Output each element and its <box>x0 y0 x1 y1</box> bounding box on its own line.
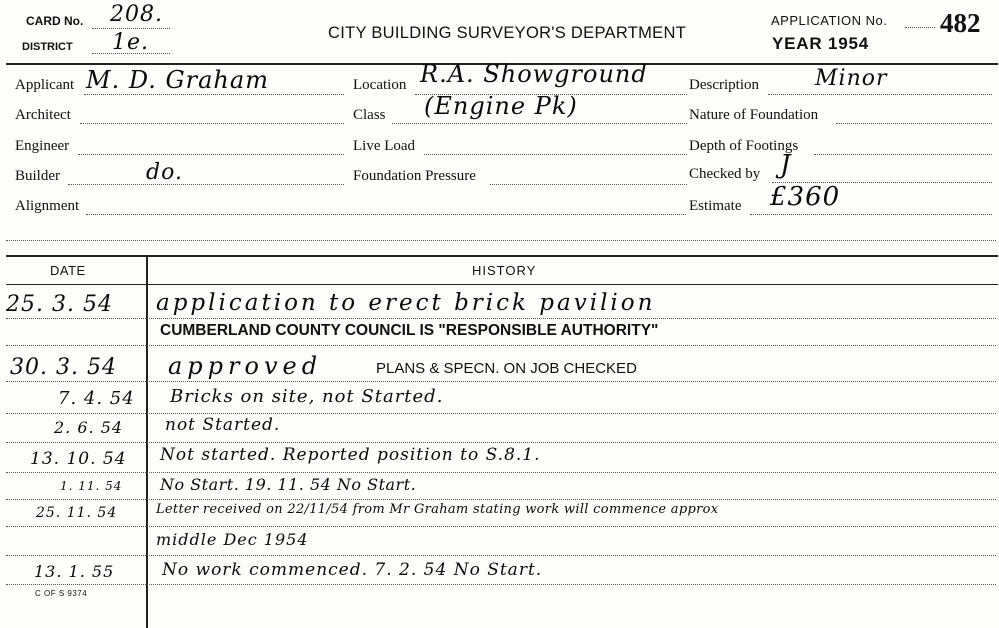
applicant-value: M. D. Graham <box>86 66 269 94</box>
alignment-label: Alignment <box>15 198 80 214</box>
history-date: 13. 10. 54 <box>30 449 127 469</box>
location-label: Location <box>353 77 407 93</box>
history-date: 13. 1. 55 <box>34 562 115 581</box>
builder-value: do. <box>146 160 183 185</box>
history-entry: approved <box>168 352 323 380</box>
applicant-label: Applicant <box>15 77 75 93</box>
checked-by-value: J <box>780 150 792 180</box>
history-entry: No work commenced. 7. 2. 54 No Start. <box>162 560 543 580</box>
card-no-label: CARD No. <box>26 14 84 28</box>
application-no-label: APPLICATION No. <box>771 13 888 28</box>
class-value: (Engine Pk) <box>424 92 578 120</box>
class-label: Class <box>353 107 386 123</box>
history-date: 25. 11. 54 <box>36 505 118 521</box>
history-entry: CUMBERLAND COUNTY COUNCIL IS "RESPONSIBLE AUTHORITY" <box>160 322 659 339</box>
checked-by-label: Checked by <box>689 166 761 182</box>
history-entry: No Start. 19. 11. 54 No Start. <box>160 475 417 494</box>
estimate-value: £360 <box>770 182 841 212</box>
nature-of-foundation-label: Nature of Foundation <box>689 107 819 123</box>
year-label: YEAR 1954 <box>772 34 869 53</box>
application-no-value: 482 <box>940 8 981 38</box>
history-date: 2. 6. 54 <box>54 418 124 437</box>
live-load-label: Live Load <box>353 138 416 154</box>
description-label: Description <box>689 77 759 93</box>
history-date: 7. 4. 54 <box>58 388 135 409</box>
department-title: CITY BUILDING SURVEYOR'S DEPARTMENT <box>328 24 687 42</box>
card-no-value: 208. <box>110 2 163 27</box>
history-entry: Not started. Reported position to S.8.1. <box>160 445 541 465</box>
history-entry: middle Dec 1954 <box>156 530 309 549</box>
form-code: C OF S 9374 <box>35 589 88 598</box>
history-date: 30. 3. 54 <box>10 355 117 380</box>
engineer-label: Engineer <box>15 138 70 154</box>
depth-of-footings-label: Depth of Footings <box>689 138 799 154</box>
history-date: 1. 11. 54 <box>60 479 123 493</box>
architect-label: Architect <box>15 107 71 123</box>
history-column-header: HISTORY <box>472 263 537 278</box>
history-stamp: PLANS & SPECN. ON JOB CHECKED <box>376 360 637 377</box>
history-date: 25. 3. 54 <box>6 292 113 317</box>
history-entry: Bricks on site, not Started. <box>170 386 444 407</box>
district-value: 1e. <box>112 30 150 55</box>
history-entry: Letter received on 22/11/54 from Mr Graham stating work will commence approx <box>156 502 719 517</box>
history-entry: not Started. <box>165 415 281 435</box>
description-value: Minor <box>815 66 888 91</box>
district-label: DISTRICT <box>22 41 73 53</box>
history-entry: application to erect brick pavilion <box>156 290 656 316</box>
estimate-label: Estimate <box>689 198 742 214</box>
location-value: R.A. Showground <box>420 60 648 88</box>
builder-label: Builder <box>15 168 60 184</box>
date-column-header: DATE <box>50 263 86 278</box>
foundation-pressure-label: Foundation Pressure <box>353 168 476 184</box>
